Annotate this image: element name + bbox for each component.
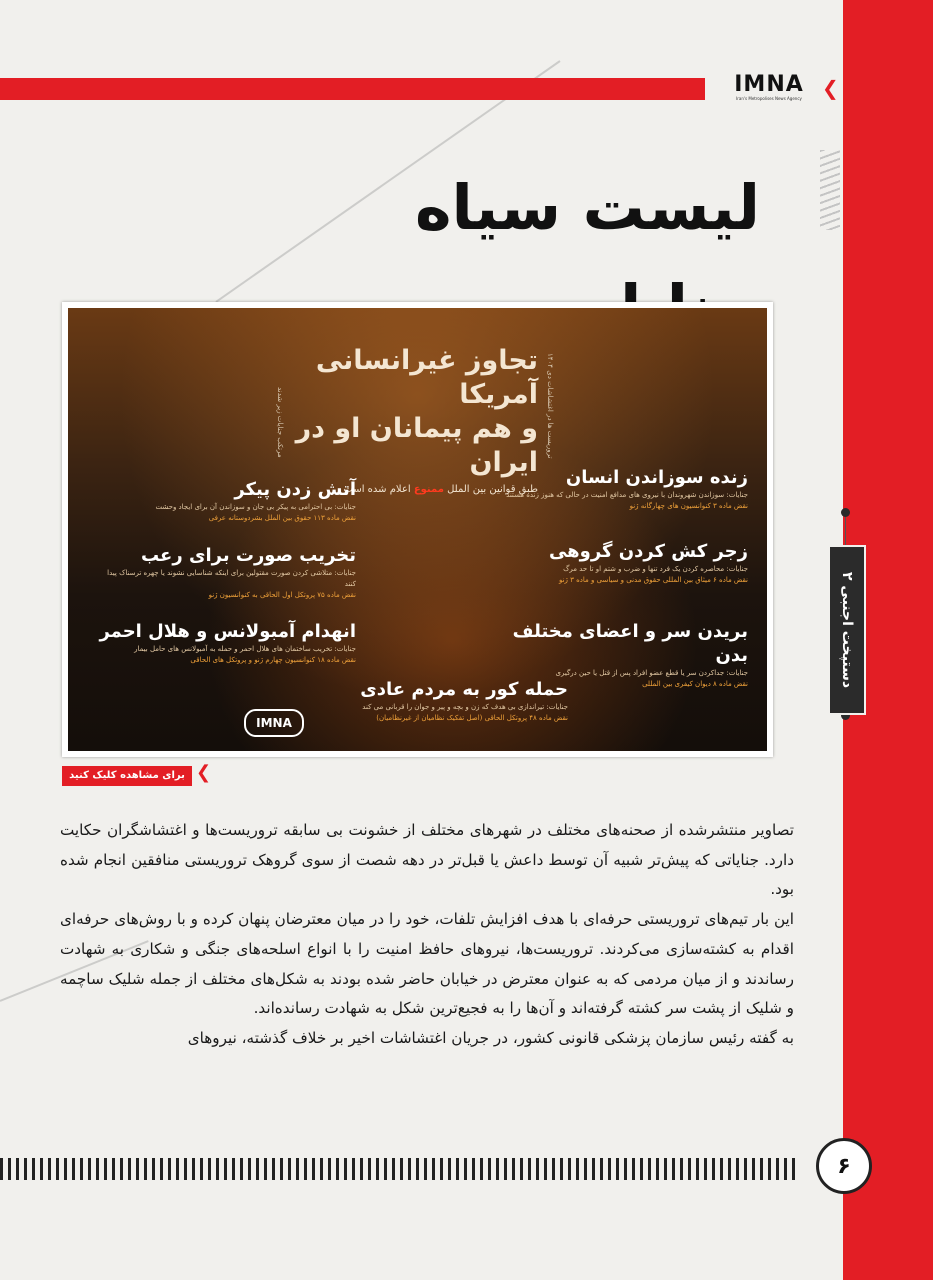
imna-logo <box>713 70 825 106</box>
section-label: دستپخت اجنبی ۲ <box>839 571 855 689</box>
poster-headline-line1: تجاوز غیرانسانی آمریکا <box>315 345 538 410</box>
crime-title: آتش زدن پیکر <box>234 479 356 500</box>
crime-title: بریدن سر و اعضای مختلف بدن <box>512 621 748 666</box>
crime-title: حمله کور به مردم عادی <box>360 679 568 700</box>
crime-item <box>96 544 356 601</box>
poster-headline-line2: و هم پیمانان او در ایران <box>295 413 538 478</box>
poster-side-note-2: مرتکب جنایات زیر شدند <box>276 387 284 458</box>
crime-law: نقض ماده ۸ دیوان کیفری بین المللی <box>642 680 748 688</box>
crime-item <box>488 466 748 512</box>
crime-law: نقض ماده ۴۸ پروتکل الحاقی (اصل تفکیک نظامیان از غیرنظامیان) <box>376 714 568 722</box>
crime-law: نقض ماده ۱۸ کنوانسیون چهارم ژنو و پروتکل های الحاقی <box>190 656 356 664</box>
logo-tagline: Iran's Metropolises News Agency <box>736 96 802 101</box>
footer-dash-bar <box>0 1158 800 1180</box>
paragraph: به گفته رئیس سازمان پزشکی قانونی کشور، در جریان اغتشاشات اخیر بر خلاف گذشته، نیروهای <box>187 1028 794 1047</box>
page-title: لیست سیاه <box>414 171 760 244</box>
dot-decoration <box>841 508 850 517</box>
chevron-icon: ❮ <box>196 762 212 783</box>
crime-item <box>488 540 748 586</box>
crime-desc: جنایات: جداکردن سر یا قطع عضو افراد پس از قتل یا حین درگیری <box>555 669 748 677</box>
hatch-decoration <box>820 150 840 230</box>
crime-item <box>308 678 568 724</box>
section-tab <box>828 545 866 715</box>
crime-law: نقض ماده ۷۵ پروتکل اول الحاقی به کنوانسیون ژنو <box>208 591 356 599</box>
paragraph: این بار تیم‌های تروریستی حرفه‌ای با هدف افزایش تلفات، خود را در میان معترضان پنهان کرده و با روش‌های حرفه‌ای اقدام به کشته‌سازی می‌کردند. تروریست‌ها، نیروهای حافظ امنیت را با انواع اسلحه‌های جنگی و شکاری به شهادت رساندند و از میان مردمی که به عنوان معترض در خیابان حاضر شده بودند به شکل‌های مختلف از جمله شلیک ساچمه و شلیک از پشت سر کشته گرفته‌اند و آن‌ها را به فجیع‌ترین شکل به شهادت رسانده‌اند. <box>60 910 794 1018</box>
poster-logo: IMNA <box>244 709 304 737</box>
crime-title: انهدام آمبولانس و هلال احمر <box>99 621 356 642</box>
crime-desc: جنایات: سوزاندن شهروندان با نیروی های مدافع امنیت در حالی که هنوز زنده هستند <box>506 491 748 499</box>
view-click-button[interactable]: برای مشاهده کلیک کنید <box>62 766 192 786</box>
crime-desc: جنایات: متلاشی کردن صورت مقتولین برای اینکه شناسایی نشوند یا چهره ترسناک پیدا کنند <box>107 569 356 588</box>
poster-side-note-1: تروریست ها در اغتشاشات دی ۱۴۰۴ <box>546 352 554 458</box>
article-body <box>60 816 794 1116</box>
crime-law: نقض ماده ۶ میثاق بین المللی حقوق مدنی و سیاسی و ماده ۳ ژنو <box>558 576 748 584</box>
page-number: ۶ <box>816 1138 872 1194</box>
poster-subtitle-suffix: اعلام شده است <box>343 484 411 495</box>
crime-title: زنده سوزاندن انسان <box>565 467 748 488</box>
chevron-icon: ❮ <box>822 76 839 100</box>
crime-desc: جنایات: محاصره کردن یک فرد تنها و ضرب و شتم او تا حد مرگ <box>563 565 748 573</box>
crime-item <box>96 478 356 524</box>
poster-subtitle-banned: ممنوع <box>413 484 444 495</box>
crime-desc: جنایات: تیراندازی بی هدف که زن و بچه و پیر و جوان را قربانی می کند <box>362 703 568 711</box>
crime-desc: جنایات: بی احترامی به پیکر بی جان و سوزاندن آن برای ایجاد وحشت <box>155 503 356 511</box>
logo-word: IMNA <box>734 72 804 97</box>
infographic-poster[interactable] <box>68 308 767 751</box>
crime-item <box>96 620 356 666</box>
paragraph: تصاویر منتشرشده از صحنه‌های مختلف در شهرهای مختلف از خشونت بی سابقه تروریست‌ها و اغتشاشگران حکایت دارد. جنایاتی که پیش‌تر شبیه آن توسط داعش یا قبل‌تر در دهه شصت از سوی گروهک تروریستی منافقین انجام شده بود. <box>60 821 794 899</box>
crime-law: نقض ماده ۳ کنوانسیون های چهارگانه ژنو <box>629 502 748 510</box>
crime-desc: جنایات: تخریب ساختمان های هلال احمر و حمله به آمبولانس های حامل بیمار <box>134 645 356 653</box>
header-red-bar <box>0 78 705 100</box>
poster-subtitle-prefix: طبق قوانین بین الملل <box>447 484 538 495</box>
crime-title: تخریب صورت برای رعب <box>140 545 356 566</box>
crime-title: زجر کش کردن گروهی <box>548 541 748 562</box>
crime-law: نقض ماده ۱۱۳ حقوق بین الملل بشردوستانه عرفی <box>208 514 356 522</box>
